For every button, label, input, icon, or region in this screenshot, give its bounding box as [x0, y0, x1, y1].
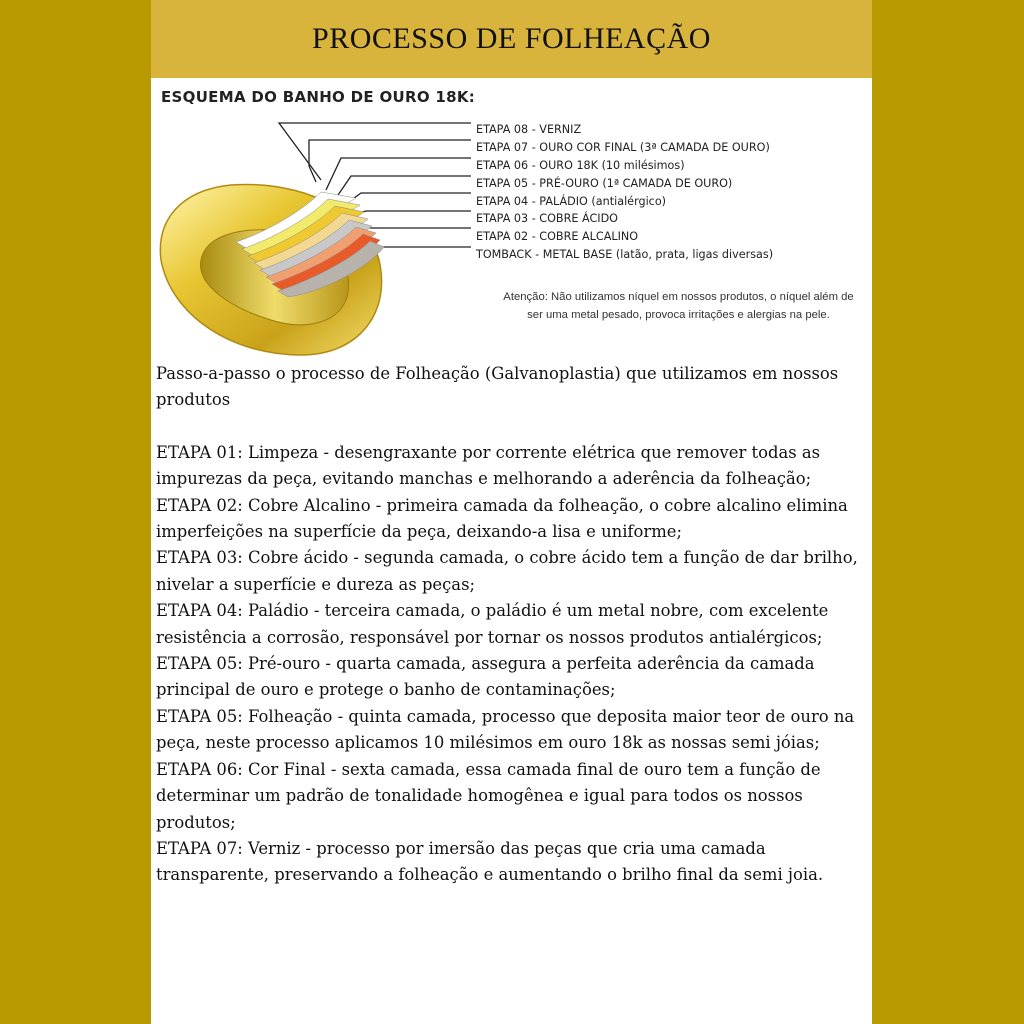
stage-label: ETAPA 02 - COBRE ALCALINO	[476, 230, 639, 244]
stage-label: ETAPA 05 - PRÉ-OURO (1ª CAMADA DE OURO)	[476, 176, 733, 190]
stage-label: ETAPA 06 - OURO 18K (10 milésimos)	[476, 158, 685, 172]
nickel-warning-note: Atenção: Não utilizamos níquel em nossos produtos, o níquel além de ser uma metal pesado, provoca irritações e alergias na pele.	[503, 291, 854, 321]
step-paragraph: ETAPA 01: Limpeza - desengraxante por corrente elétrica que remover todas as impurezas da peça, evitando manchas e melhorando a aderência da folheação;	[156, 442, 821, 489]
step-paragraph: ETAPA 06: Cor Final - sexta camada, essa camada final de ouro tem a função de determinar um padrão de tonalidade homogênea e igual para todos os nossos produtos;	[156, 759, 821, 832]
step-paragraph: ETAPA 04: Paládio - terceira camada, o paládio é um metal nobre, com excelente resistência a corrosão, responsável por tornar os nossos produtos antialérgicos;	[156, 601, 829, 647]
gold-ring-diagram	[151, 110, 481, 365]
stage-label: ETAPA 03 - COBRE ÁCIDO	[476, 212, 618, 226]
stage-label: ETAPA 07 - OURO COR FINAL (3ª CAMADA DE OURO)	[476, 140, 770, 154]
step-paragraph: ETAPA 05: Pré-ouro - quarta camada, assegura a perfeita aderência da camada principal de ouro e protege o banho de contaminações;	[156, 654, 815, 700]
stage-label: ETAPA 08 - VERNIZ	[476, 123, 582, 136]
stage-label: ETAPA 04 - PALÁDIO (antialérgico)	[476, 194, 667, 208]
step-paragraph: ETAPA 02: Cobre Alcalino - primeira camada da folheação, o cobre alcalino elimina imperfeições na superfície da peça, deixando-a lisa e uniforme;	[156, 495, 848, 542]
step-paragraph: ETAPA 05: Folheação - quinta camada, processo que deposita maior teor de ouro na peça, neste processo aplicamos 10 milésimos em ouro 18k as nossas semi jóias;	[156, 706, 855, 753]
stage-label: TOMBACK - METAL BASE (latão, prata, ligas diversas)	[476, 248, 774, 262]
step-paragraph: ETAPA 03: Cobre ácido - segunda camada, o cobre ácido tem a função de dar brilho, nivelar a superfície e dureza as peças;	[156, 548, 858, 594]
intro-paragraph: Passo-a-passo o processo de Folheação (Galvanoplastia) que utilizamos em nossos produtos	[156, 364, 839, 410]
header-bar	[151, 0, 872, 78]
document-sheet	[151, 0, 872, 1024]
page-title: PROCESSO DE FOLHEAÇÃO	[312, 22, 711, 55]
stage-label-list	[476, 121, 773, 264]
scheme-title: ESQUEMA DO BANHO DE OURO 18K:	[161, 88, 476, 106]
process-description	[156, 361, 868, 889]
step-paragraph: ETAPA 07: Verniz - processo por imersão das peças que cria uma camada transparente, preservando a folheação e aumentando o brilho final da semi joia.	[156, 838, 824, 885]
